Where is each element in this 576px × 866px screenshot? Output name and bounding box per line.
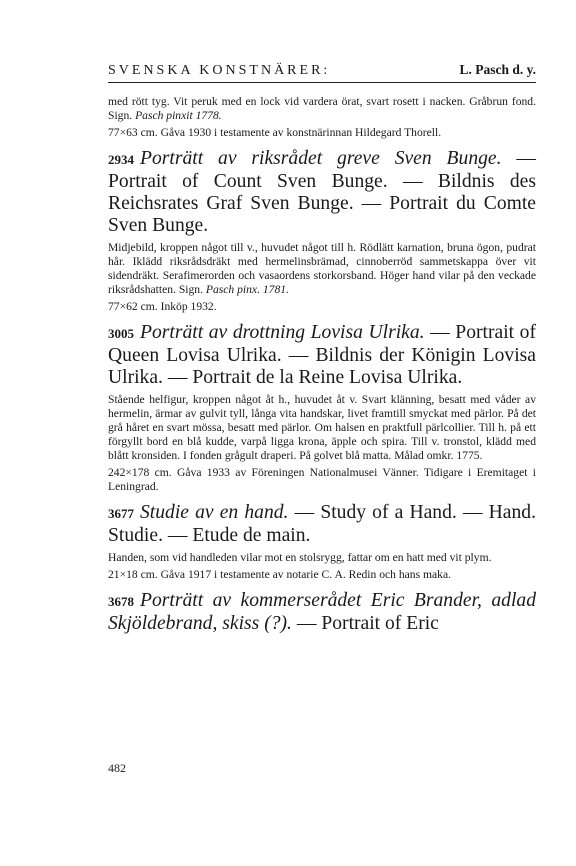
entry-number: 3678 xyxy=(108,594,134,609)
entry-measure: 242×178 cm. Gåva 1933 av Föreningen Nationalmusei Vänner. Tidigare i Eremitaget i Leningrad. xyxy=(108,466,536,493)
page-number: 482 xyxy=(108,761,126,775)
entry-number: 2934 xyxy=(108,152,134,167)
entry-signature: Pasch pinx. 1781. xyxy=(205,283,289,296)
running-header xyxy=(108,62,536,83)
entry-description: Handen, som vid handleden vilar mot en stolsrygg, fattar om en hatt med vit plym. xyxy=(108,551,492,564)
header-section-title: SVENSKA KONSTNÄRER: xyxy=(108,63,331,78)
entry-title: 3005 Porträtt av drottning Lovisa Ulrika. — Portrait of Queen Lovisa Ulrika. — Bildnis der Königin Lovisa Ulrika. — Portrait de la Reine Lovisa Ulrika. xyxy=(108,322,536,388)
entry-measure: 21×18 cm. Gåva 1917 i testamente av notarie C. A. Redin och hans maka. xyxy=(108,568,451,581)
entry-title: 3677 Studie av en hand. — Study of a Hand. — Hand. Studie. — Etude de main. xyxy=(108,502,536,546)
entry-measure: 77×62 cm. Inköp 1932. xyxy=(108,300,217,313)
header-artist-name: L. Pasch d. y. xyxy=(459,62,536,77)
entry-description: Stående helfigur, kroppen något åt h., huvudet åt v. Svart klänning, besatt med våder av hermelin, ärmar av gulvit tyll, långa vita handskar, livet framtill smyckat med pärlor. På det grå håret en svart mössa, besatt med pärlor. Om halsen en praktfull pärlcollier. Till h. på ett förgyllt bord en blå kudde, varpå ligga krona, äpple och spira. Till v. tronstol, klädd med blått kronsiden. I fonden grågult draperi. På golvet blå matta. Målad omkr. 1775. xyxy=(108,393,536,462)
entry-number: 3005 xyxy=(108,326,134,341)
catalog-text xyxy=(108,95,536,639)
catalog-entry xyxy=(108,148,536,314)
catalog-entry xyxy=(108,502,536,582)
catalog-entry xyxy=(108,322,536,494)
entry-title: 3678 Porträtt av kommerserådet Eric Brander, adlad Skjöldebrand, skiss (?). — Portrait of Eric xyxy=(108,590,536,634)
catalog-entry xyxy=(108,590,536,635)
intro-measure: 77×63 cm. Gåva 1930 i testamente av konstnärinnan Hildegard Thorell. xyxy=(108,126,442,139)
entry-number: 3677 xyxy=(108,506,134,521)
intro-description: med rött tyg. Vit peruk med en lock vid vardera örat, svart rosett i nacken. Gråbrun fond. Sign. Pasch pinxit 1778. xyxy=(108,95,536,122)
entry-title: 2934 Porträtt av riksrådet greve Sven Bunge. — Portrait of Count Sven Bunge. — Bildnis des Reichsrates Graf Sven Bunge. — Portrait du Comte Sven Bunge. xyxy=(108,148,536,236)
intro-signature: Pasch pinxit 1778. xyxy=(135,109,222,122)
entry-description: Midjebild, kroppen något till v., huvudet något till h. Rödlätt karnation, bruna ögon, pudrat hår. Iklädd riksrådsdräkt med hermelinsbrämad, cinnoberröd sammetskappa över vit sidendräkt. Serafimerorden och vasaordens storkorsband. Höger hand vilar på den veckade riksrådshatten. Sign. Pasch pinx. 1781. xyxy=(108,241,536,296)
